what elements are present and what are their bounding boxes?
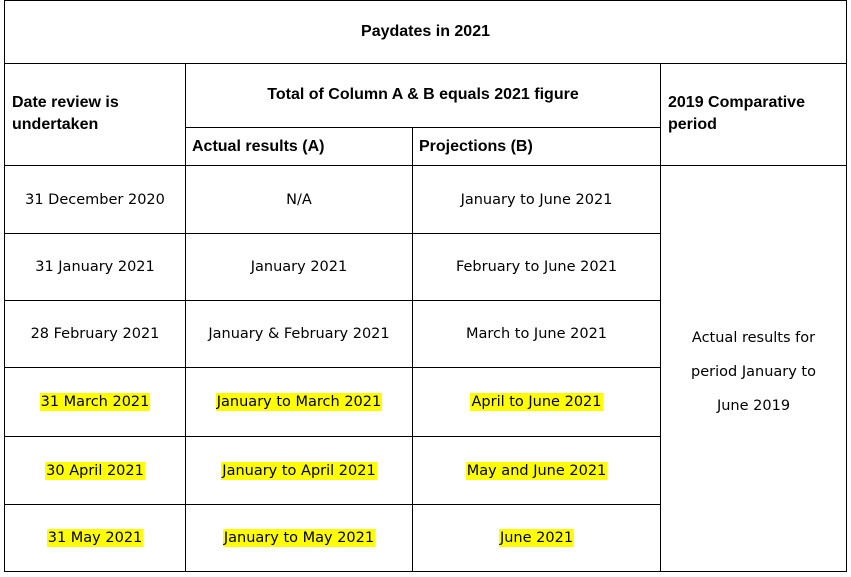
actual-cell bbox=[186, 368, 413, 437]
comparative-header: 2019 Comparative period bbox=[661, 63, 847, 166]
date-text: 31 March 2021 bbox=[40, 393, 150, 410]
projection-cell bbox=[413, 505, 661, 572]
date-cell bbox=[5, 300, 186, 368]
actual-text: N/A bbox=[286, 191, 312, 208]
projection-cell bbox=[413, 300, 661, 368]
projections-header: Projections (B) bbox=[413, 128, 661, 166]
comparative-line-1: Actual results for bbox=[691, 329, 816, 346]
projection-cell bbox=[413, 368, 661, 437]
projection-text: June 2021 bbox=[499, 530, 574, 547]
table-title: Paydates in 2021 bbox=[5, 1, 847, 64]
paydates-table bbox=[4, 0, 847, 572]
comparative-line-3: June 2019 bbox=[716, 397, 791, 414]
actual-cell bbox=[186, 436, 413, 505]
date-cell bbox=[5, 368, 186, 437]
projection-cell bbox=[413, 234, 661, 301]
actual-text: January to March 2021 bbox=[216, 393, 382, 410]
actual-text: January & February 2021 bbox=[208, 325, 390, 342]
projection-cell bbox=[413, 166, 661, 234]
date-text: 30 April 2021 bbox=[46, 462, 144, 479]
projection-text: May and June 2021 bbox=[466, 462, 607, 479]
projection-cell bbox=[413, 436, 661, 505]
date-cell bbox=[5, 166, 186, 234]
actual-results-header: Actual results (A) bbox=[186, 128, 413, 166]
projection-text: January to June 2021 bbox=[460, 191, 613, 208]
actual-cell bbox=[186, 166, 413, 234]
actual-cell bbox=[186, 234, 413, 301]
comparative-line-2: period January to bbox=[691, 363, 816, 380]
date-text: 28 February 2021 bbox=[30, 325, 160, 342]
projection-text: April to June 2021 bbox=[471, 393, 602, 410]
actual-cell bbox=[186, 505, 413, 572]
date-text: 31 January 2021 bbox=[35, 258, 155, 275]
date-review-header: Date review is undertaken bbox=[5, 63, 186, 166]
date-cell bbox=[5, 505, 186, 572]
actual-text: January 2021 bbox=[250, 258, 348, 275]
date-cell bbox=[5, 436, 186, 505]
group-header: Total of Column A & B equals 2021 figure bbox=[186, 63, 661, 128]
date-text: 31 December 2020 bbox=[25, 191, 165, 208]
comparative-cell bbox=[661, 166, 847, 572]
date-text: 31 May 2021 bbox=[47, 530, 143, 547]
actual-text: January to April 2021 bbox=[222, 462, 376, 479]
projection-text: March to June 2021 bbox=[465, 325, 608, 342]
actual-text: January to May 2021 bbox=[223, 530, 375, 547]
date-cell bbox=[5, 234, 186, 301]
table-row bbox=[5, 166, 847, 234]
projection-text: February to June 2021 bbox=[455, 258, 618, 275]
actual-cell bbox=[186, 300, 413, 368]
